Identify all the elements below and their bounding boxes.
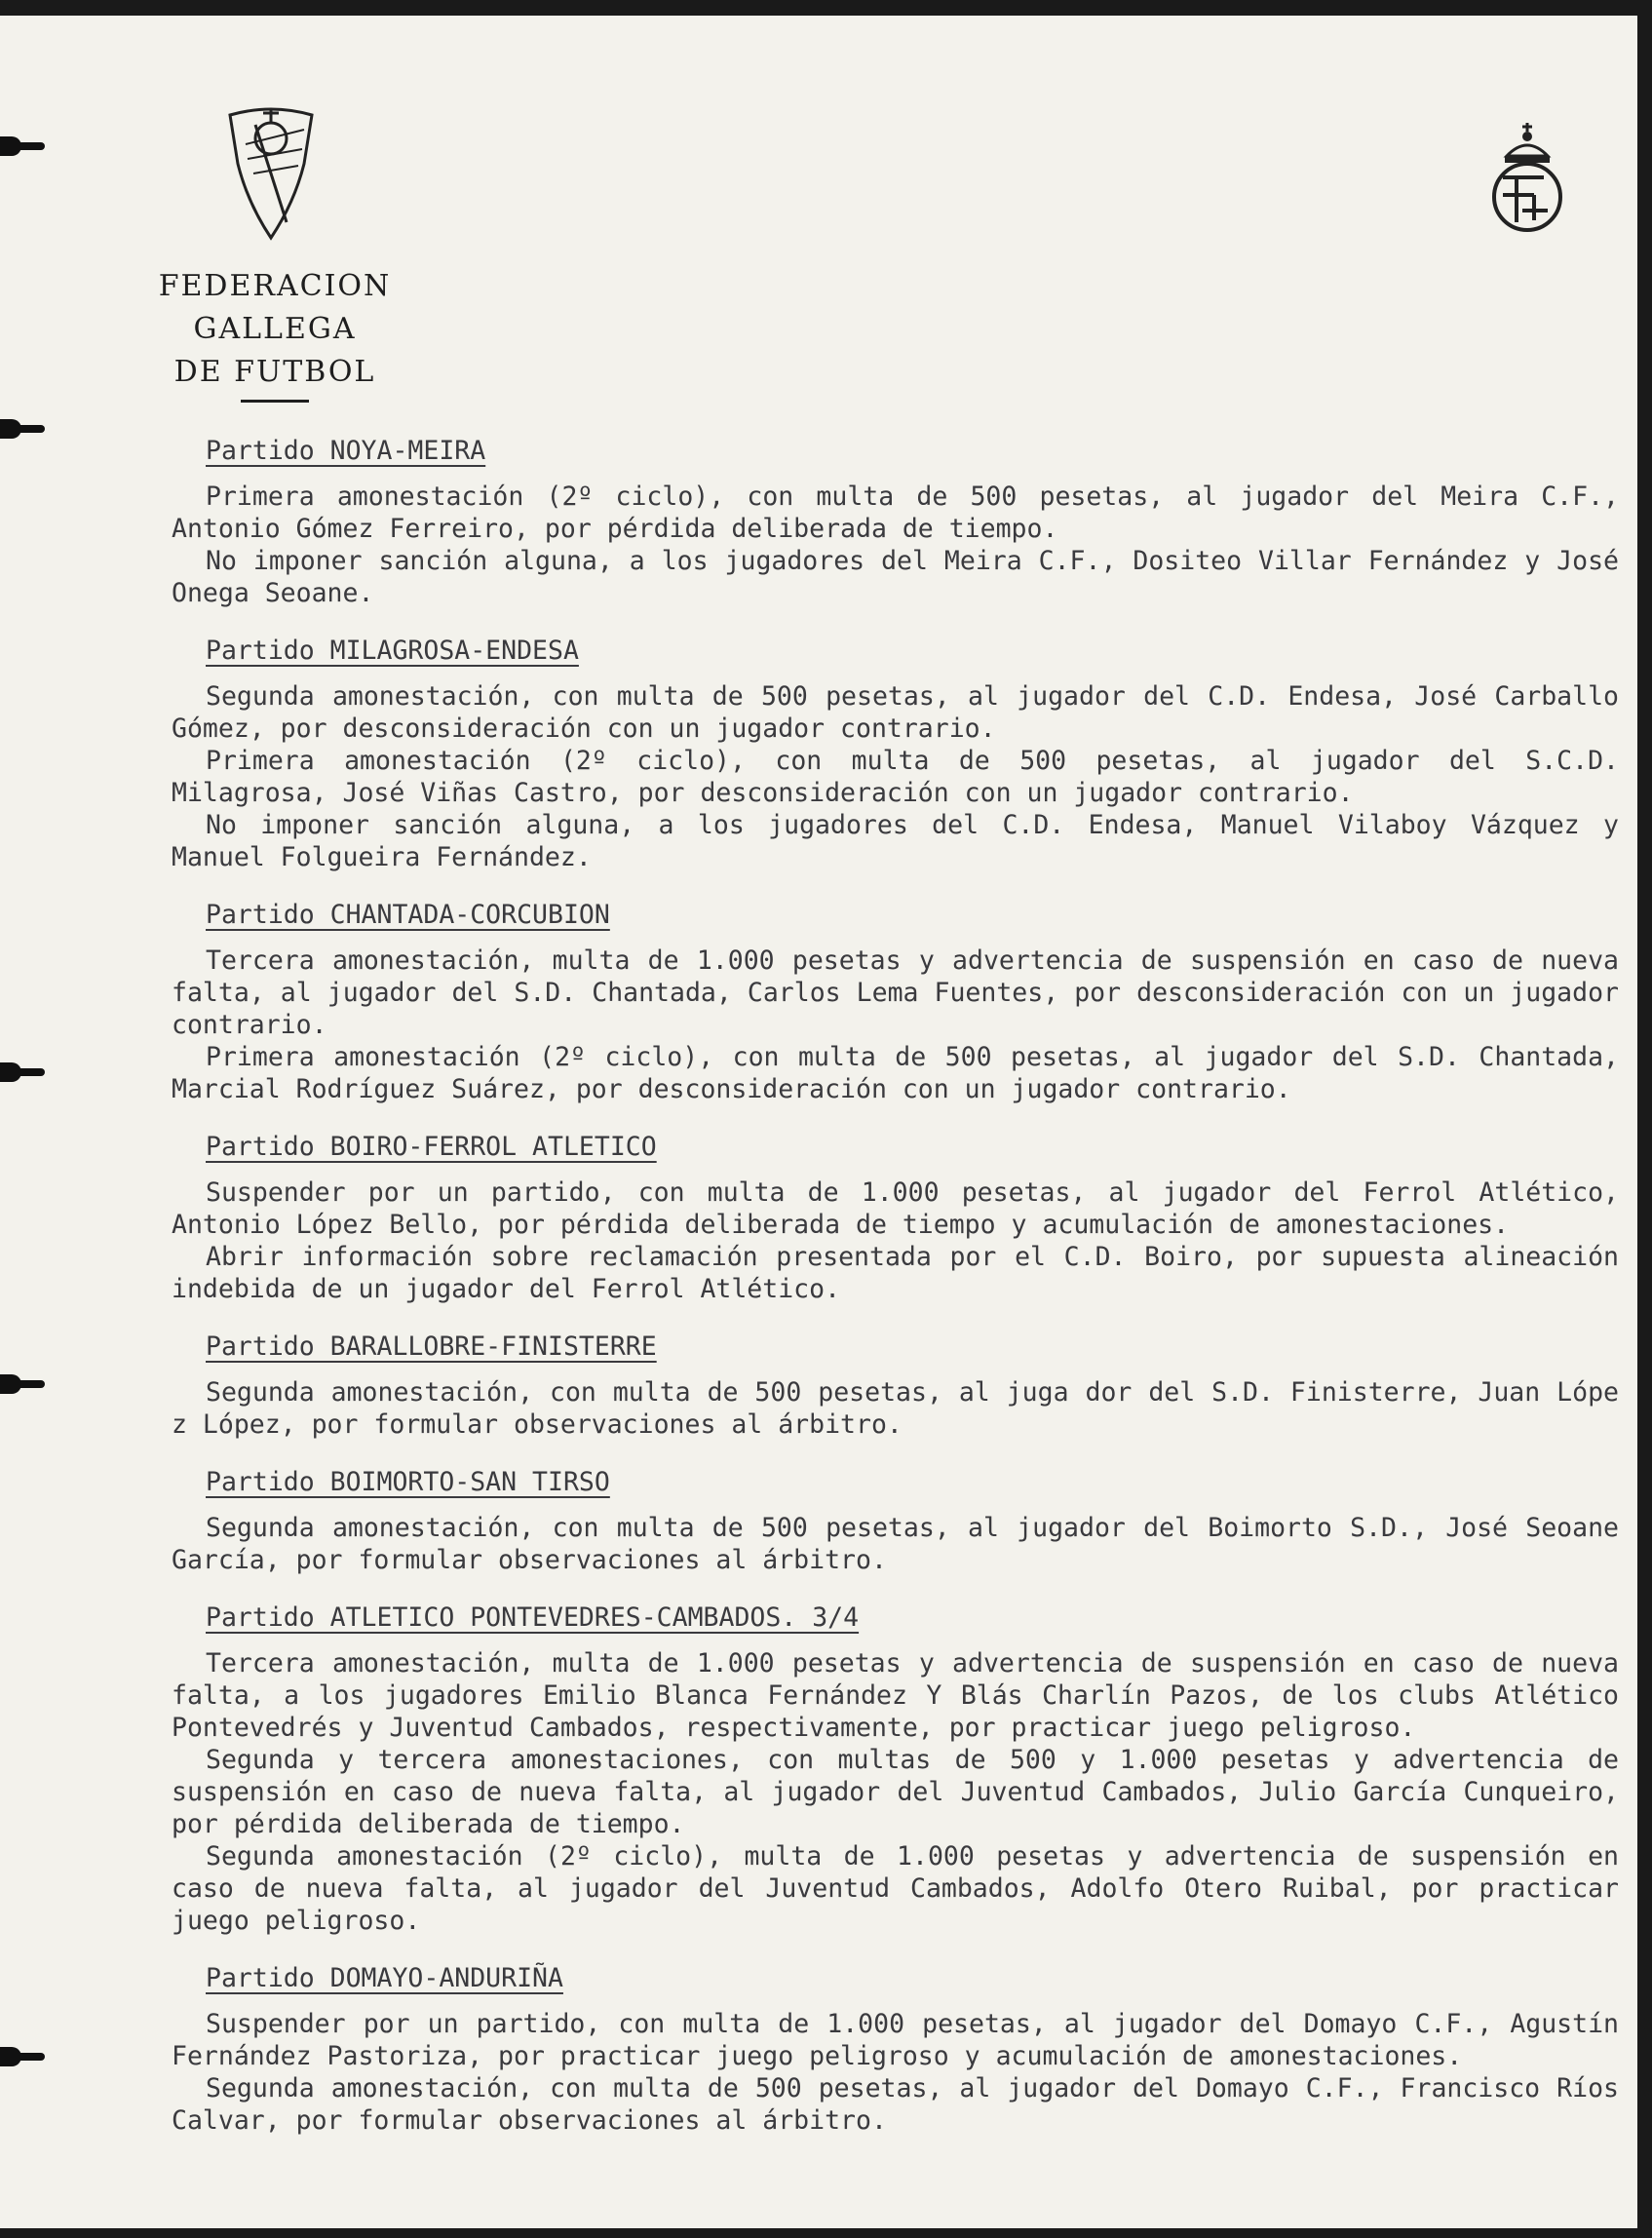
match-section	[172, 1962, 1619, 2137]
resolution-paragraph: Tercera amonestación, multa de 1.000 pesetas y advertencia de suspensión en caso de nueva falta, al jugador del S.D. Chantada, Carlos Lema Fuentes, por desconsideración con un jugador contrario.	[172, 945, 1619, 1040]
resolution-paragraph: Segunda amonestación (2º ciclo), multa de 1.000 pesetas y advertencia de suspensión en caso de nueva falta, al jugador del Juventud Cambados, Adolfo Otero Ruibal, por practicar juego peligroso.	[172, 1841, 1619, 1936]
resolution-paragraph: Segunda y tercera amonestaciones, con multas de 500 y 1.000 pesetas y advertencia de suspensión en caso de nueva falta, al jugador del Juventud Cambados, Julio García Cunqueiro, por pérdida deliberada de tiempo.	[172, 1745, 1619, 1839]
resolution-paragraph: Primera amonestación (2º ciclo), con multa de 500 pesetas, al jugador del Meira C.F., Antonio Gómez Ferreiro, por pérdida deliberada de tiempo.	[172, 482, 1619, 544]
binder-hole	[0, 2053, 45, 2061]
resolution-paragraph: Segunda amonestación, con multa de 500 pesetas, al jugador del Boimorto S.D., José Seoane García, por formular observaciones al árbitro.	[172, 1513, 1619, 1575]
org-line-1: FEDERACION GALLEGA	[158, 269, 392, 346]
binder-hole	[0, 1068, 45, 1076]
resolution-paragraph: Segunda amonestación, con multa de 500 pesetas, al jugador del Domayo C.F., Francisco Ríos Calvar, por formular observaciones al árbitro.	[172, 2073, 1619, 2136]
resolution-paragraph: Suspender por un partido, con multa de 1.000 pesetas, al jugador del Ferrol Atlético, Antonio López Bello, por pérdida deliberada de tiempo y acumulación de amonestaciones.	[172, 1177, 1619, 1240]
resolution-paragraph: Primera amonestación (2º ciclo), con multa de 500 pesetas, al jugador del S.D. Chantada, Marcial Rodríguez Suárez, por desconsideración con un jugador contrario.	[172, 1042, 1619, 1104]
royal-crown-rfef-crest-icon	[1483, 113, 1571, 240]
resolution-paragraph: Segunda amonestación, con multa de 500 pesetas, al juga dor del S.D. Finisterre, Juan Lópe z López, por formular observaciones al árbitro.	[172, 1377, 1619, 1440]
resolutions-body	[172, 435, 1619, 2162]
match-section	[172, 899, 1619, 1105]
federacion-gallega-shield-icon	[226, 105, 316, 242]
resolution-paragraph: Segunda amonestación, con multa de 500 pesetas, al jugador del C.D. Endesa, José Carballo Gómez, por desconsideración con un jugador contrario.	[172, 681, 1619, 744]
federation-name	[80, 265, 470, 403]
match-section	[172, 635, 1619, 873]
match-title: Partido DOMAYO-ANDURIÑA	[206, 1963, 563, 1993]
resolution-paragraph: Primera amonestación (2º ciclo), con multa de 500 pesetas, al jugador del S.C.D. Milagrosa, José Viñas Castro, por desconsideración con un jugador contrario.	[172, 746, 1619, 808]
match-section	[172, 1131, 1619, 1305]
binder-hole	[0, 142, 45, 150]
resolution-paragraph: No imponer sanción alguna, a los jugadores del C.D. Endesa, Manuel Vilaboy Vázquez y Manuel Folgueira Fernández.	[172, 810, 1619, 872]
header-rule	[241, 400, 309, 403]
resolution-paragraph: Suspender por un partido, con multa de 1.000 pesetas, al jugador del Domayo C.F., Agustín Fernández Pastoriza, por practicar juego peligroso y acumulación de amonestaciones.	[172, 2009, 1619, 2071]
match-title: Partido CHANTADA-CORCUBION	[206, 900, 610, 930]
org-line-2: DE FUTBOL	[173, 355, 376, 389]
binder-hole	[0, 1380, 45, 1388]
match-section	[172, 1601, 1619, 1937]
document-page	[0, 16, 1637, 2228]
match-title: Partido MILAGROSA-ENDESA	[206, 636, 579, 666]
match-section	[172, 1331, 1619, 1441]
match-title: Partido BOIMORTO-SAN TIRSO	[206, 1467, 610, 1497]
match-title: Partido ATLETICO PONTEVEDRES-CAMBADOS. 3/4	[206, 1602, 860, 1633]
match-section	[172, 435, 1619, 609]
binder-hole	[0, 425, 45, 433]
match-title: Partido BOIRO-FERROL ATLETICO	[206, 1132, 657, 1162]
match-section	[172, 1466, 1619, 1576]
match-title: Partido BARALLOBRE-FINISTERRE	[206, 1331, 657, 1362]
resolution-paragraph: No imponer sanción alguna, a los jugadores del Meira C.F., Dositeo Villar Fernández y José Onega Seoane.	[172, 546, 1619, 608]
resolution-paragraph: Tercera amonestación, multa de 1.000 pesetas y advertencia de suspensión en caso de nueva falta, a los jugadores Emilio Blanca Fernández Y Blás Charlín Pazos, de los clubs Atlético Pontevedrés y Juventud Cambados, respectivamente, por practicar juego peligroso.	[172, 1648, 1619, 1743]
match-title: Partido NOYA-MEIRA	[206, 436, 486, 466]
resolution-paragraph: Abrir información sobre reclamación presentada por el C.D. Boiro, por supuesta alineación indebida de un jugador del Ferrol Atlético.	[172, 1242, 1619, 1304]
